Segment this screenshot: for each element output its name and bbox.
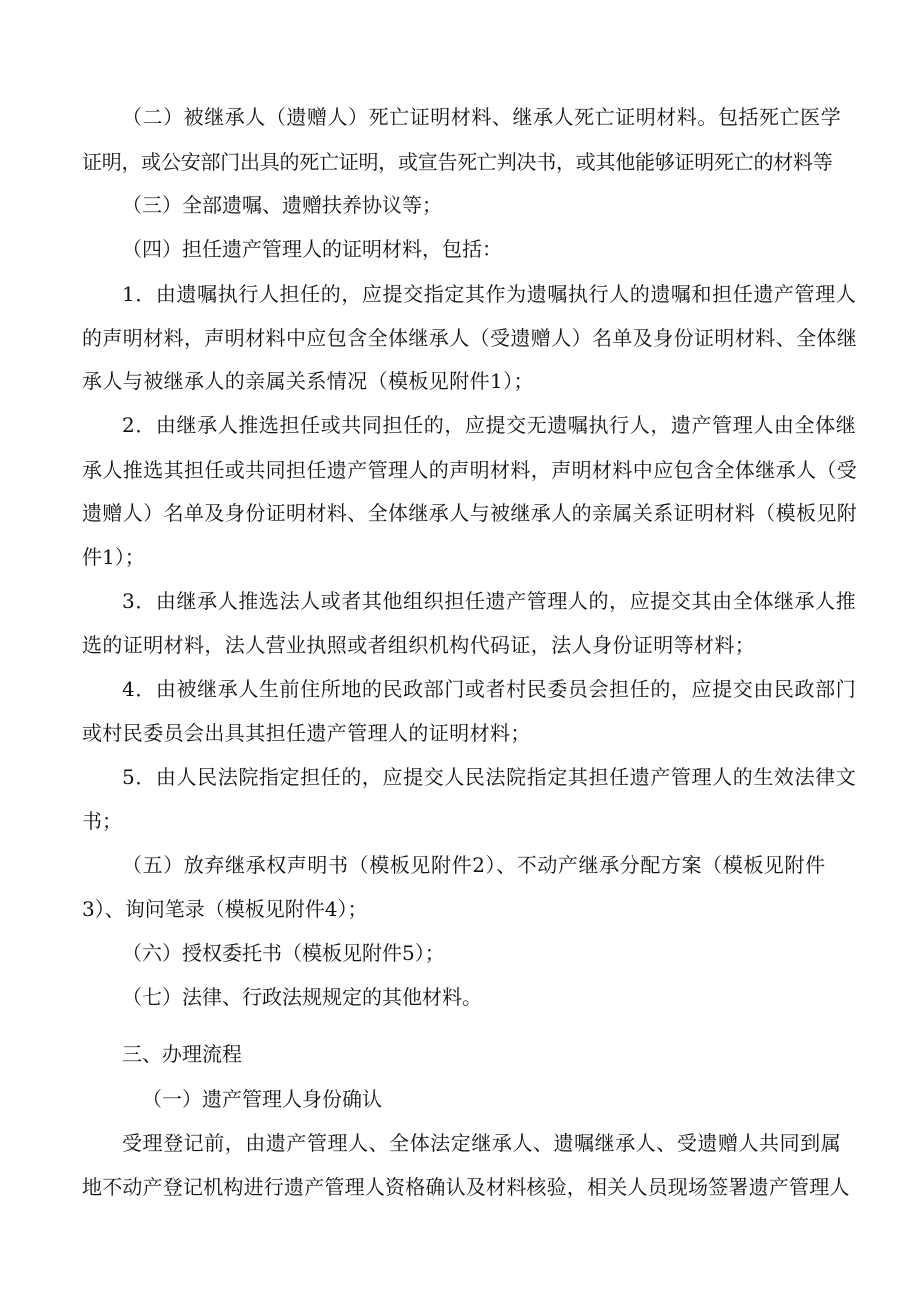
text-line: （六）授权委托书（模板见附件5）； bbox=[122, 941, 445, 965]
text-line: 或村民委员会出具其担任遗产管理人的证明材料； bbox=[82, 721, 531, 745]
text-line: 遗赠人）名单及身份证明材料、全体继承人与被继承人的亲属关系证明材料（模板见附 bbox=[82, 501, 858, 525]
section-heading: 三、办理流程 bbox=[122, 1042, 242, 1066]
text-line: 4．由被继承人生前住所地的民政部门或者村民委员会担任的，应提交由民政部门 bbox=[122, 677, 857, 701]
text-line: （五）放弃继承权声明书（模板见附件2）、不动产继承分配方案（模板见附件 bbox=[122, 853, 826, 877]
text-line: （四）担任遗产管理人的证明材料，包括： bbox=[122, 237, 502, 261]
text-line: （二）被继承人（遗赠人）死亡证明材料、继承人死亡证明材料。包括死亡医学 bbox=[122, 105, 842, 129]
subsection-heading: （一）遗产管理人身份确认 bbox=[142, 1087, 382, 1111]
text-line: 承人推选其担任或共同担任遗产管理人的声明材料，声明材料中应包含全体继承人（受 bbox=[82, 458, 858, 482]
text-line: 3）、询问笔录（模板见附件4）； bbox=[82, 897, 368, 921]
text-line: 5．由人民法院指定担任的，应提交人民法院指定其担任遗产管理人的生效法律文 bbox=[122, 765, 857, 789]
text-line: 件1）； bbox=[82, 545, 145, 569]
text-line: （三）全部遗嘱、遗赠扶养协议等； bbox=[122, 193, 442, 217]
text-line: 证明，或公安部门出具的死亡证明，或宣告死亡判决书，或其他能够证明死亡的材料等 bbox=[82, 150, 833, 174]
text-line: 选的证明材料，法人营业执照或者组织机构代码证，法人身份证明等材料； bbox=[82, 633, 756, 657]
text-line: 2．由继承人推选担任或共同担任的，应提交无遗嘱执行人，遗产管理人由全体继 bbox=[122, 413, 857, 437]
text-line: （七）法律、行政法规规定的其他材料。 bbox=[122, 985, 482, 1009]
text-line: 的声明材料，声明材料中应包含全体继承人（受遗赠人）名单及身份证明材料、全体继 bbox=[82, 326, 858, 350]
text-line: 受理登记前，由遗产管理人、全体法定继承人、遗嘱继承人、受遗赠人共同到属 bbox=[122, 1131, 842, 1155]
text-line: 书； bbox=[82, 809, 122, 833]
text-line: 1．由遗嘱执行人担任的，应提交指定其作为遗嘱执行人的遗嘱和担任遗产管理人 bbox=[122, 282, 857, 306]
text-line: 承人与被继承人的亲属关系情况（模板见附件1）； bbox=[82, 369, 534, 393]
text-line: 地不动产登记机构进行遗产管理人资格确认及材料核验，相关人员现场签署遗产管理人 bbox=[82, 1175, 850, 1199]
text-line: 3．由继承人推选法人或者其他组织担任遗产管理人的，应提交其由全体继承人推 bbox=[122, 589, 857, 613]
